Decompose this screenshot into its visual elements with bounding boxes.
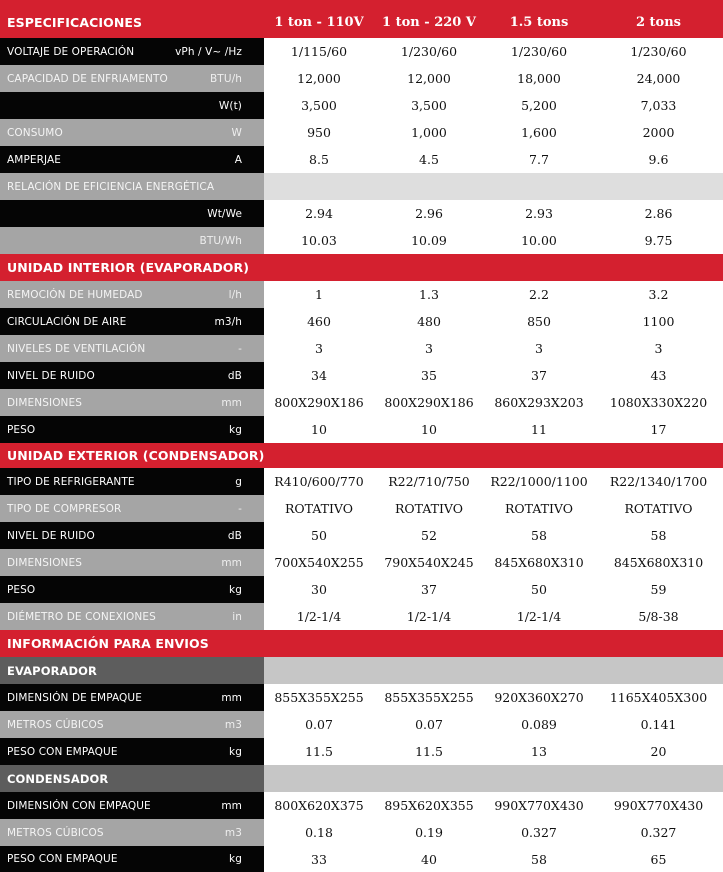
cell-value: 855X355X255 [384,690,474,705]
cell-value: 17 [650,422,667,437]
cell-value: ROTATIVO [285,501,353,516]
cell-value: 58 [531,528,547,543]
cell-value: 37 [421,582,437,597]
cell-value: 1/2-1/4 [516,609,562,624]
table-row [0,92,723,119]
column-header-1ton-220v: 1 ton - 220 V [382,14,476,30]
cell-value: 0.089 [521,717,557,732]
row-unit: - [238,502,242,515]
row-label: PESO [7,423,36,436]
cell-value: 40 [421,851,437,867]
cell-value: 1080X330X220 [609,395,708,410]
row-label: DIÉMETRO DE CONEXIONES [7,610,156,623]
cell-value: 10.09 [411,233,447,248]
cell-value: 1/2-1/4 [406,609,452,624]
cell-value: 3 [535,341,543,356]
subsection-header-evaporador [0,657,723,684]
row-unit: l/h [228,288,242,301]
row-unit: mm [221,799,242,812]
row-unit: g [235,475,242,488]
row-label: PESO CON EMPAQUE [7,853,118,865]
cell-value [594,173,723,200]
cell-value: 2.2 [529,287,549,302]
cell-value: 3,500 [411,98,447,113]
table-row [0,281,723,308]
section-title: UNIDAD INTERIOR (EVAPORADOR) [7,260,250,275]
table-row [0,362,723,389]
cell-value: R22/1000/1100 [490,474,588,489]
row-label: DIMENSIÓN CON EMPAQUE [7,799,151,812]
cell-value: 4.5 [419,152,439,167]
table-row [0,227,723,254]
cell-value [374,173,484,200]
cell-value: 20 [650,744,667,759]
cell-value: 3 [654,341,663,356]
cell-value: 12,000 [297,71,341,86]
cell-value: 18,000 [517,71,561,86]
cell-value: 8.5 [309,152,329,167]
cell-value: 845X680X310 [494,555,584,570]
cell-value: 37 [531,368,547,383]
row-label: NIVEL DE RUIDO [7,369,95,382]
cell-value: 24,000 [636,71,681,86]
row-unit: - [238,342,242,355]
cell-value: 1/230/60 [400,44,458,59]
table-row [0,389,723,416]
table-row [0,200,723,227]
row-unit: W(t) [218,99,242,112]
section-title: UNIDAD EXTERIOR (CONDENSADOR) [7,448,265,463]
cell-value: 895X620X355 [384,798,474,813]
cell-value: ROTATIVO [505,501,573,516]
cell-value: 0.07 [415,717,443,732]
row-unit: Wt/We [207,207,242,220]
row-unit: mm [221,396,242,409]
row-label: PESO [7,583,36,596]
row-label: AMPERJAE [7,153,62,166]
cell-value: 5/8-38 [638,609,679,624]
row-label: RELACIÓN DE EFICIENCIA ENERGÉTICA [7,180,215,193]
cell-value: 845X680X310 [613,555,704,570]
row-label: TIPO DE COMPRESOR [7,502,122,515]
cell-value [264,173,374,200]
row-label: CONSUMO [7,126,63,139]
cell-value: 7.7 [529,152,549,167]
row-unit: W [231,126,242,139]
row-unit: mm [221,556,242,569]
cell-value: 3,500 [301,98,337,113]
row-unit: in [232,610,242,623]
row-unit: kg [229,583,242,596]
cell-value: 58 [650,528,667,543]
cell-value: 30 [311,582,327,597]
cell-value: R22/710/750 [388,474,470,489]
cell-value: 0.19 [415,825,443,840]
cell-value: 11 [531,422,547,437]
cell-value: 1165X405X300 [609,690,708,705]
table-row [0,65,723,92]
row-label: CIRCULACIÓN DE AIRE [7,315,127,328]
table-row [0,846,723,872]
cell-value: 13 [531,744,547,759]
cell-value: 2.86 [644,206,673,221]
table-row [0,468,723,495]
row-label: METROS CÚBICOS [7,826,104,839]
section-header-exterior [0,443,723,468]
column-header-1ton-110v: 1 ton - 110V [274,14,364,30]
cell-value: 0.18 [305,825,333,840]
cell-value: 7,033 [640,98,677,113]
cell-value: 12,000 [407,71,451,86]
cell-value: 920X360X270 [494,690,584,705]
row-label: VOLTAJE DE OPERACIÓN [7,45,135,58]
row-unit: dB [227,369,242,382]
cell-value: 1100 [642,314,675,329]
table-row [0,308,723,335]
cell-value: 3 [425,341,433,356]
cell-value: 34 [311,368,327,383]
row-label: NIVELES DE VENTILACIÓN [7,342,146,355]
cell-value: 50 [311,528,327,543]
cell-value: 800X620X375 [274,798,364,813]
section-header-interior [0,254,723,281]
subsection-header-condensador [0,765,723,792]
cell-value: 0.327 [521,825,557,840]
cell-value: 800X290X186 [274,395,364,410]
cell-value: 10 [421,422,437,437]
cell-value: 1.3 [419,287,439,302]
table-row [0,38,723,65]
cell-value: 50 [531,582,547,597]
table-row [0,173,723,200]
cell-value: 2000 [642,125,675,140]
table-row [0,792,723,819]
row-unit: vPh / V~ /Hz [175,45,242,58]
spec-title: ESPECIFICACIONES [7,14,143,30]
cell-value: 9.75 [644,233,673,248]
cell-value: 1/115/60 [290,44,348,59]
cell-value: R410/600/770 [274,474,364,489]
cell-value: 10.00 [521,233,557,248]
cell-value: R22/1340/1700 [609,474,708,489]
row-label: DIMENSIÓN DE EMPAQUE [7,691,142,704]
cell-value: 2.93 [525,206,553,221]
row-label: PESO CON EMPAQUE [7,745,118,758]
row-unit: m3 [224,718,242,731]
row-label: DIMENSIONES [7,556,83,569]
table-row [0,549,723,576]
cell-value: 2.96 [415,206,443,221]
cell-value: 850 [527,314,551,329]
cell-value: 480 [417,314,441,329]
table-row [0,146,723,173]
row-label: DIMENSIONES [7,396,83,409]
row-unit: dB [227,529,242,542]
table-row [0,684,723,711]
cell-value: 1/2-1/4 [296,609,342,624]
cell-value: 10 [311,422,327,437]
row-unit: A [234,153,242,166]
cell-value: 1/230/60 [630,44,687,59]
table-row [0,603,723,630]
cell-value: 1,000 [411,125,447,140]
cell-value: 1/230/60 [510,44,568,59]
cell-value: 3 [315,341,323,356]
cell-value: 2.94 [305,206,333,221]
cell-value: 11.5 [415,744,443,759]
cell-value: 855X355X255 [274,690,364,705]
cell-value: 65 [650,851,667,867]
cell-value: 59 [650,582,667,597]
cell-value: 800X290X186 [384,395,474,410]
cell-value: 990X770X430 [613,798,704,813]
cell-value: 860X293X203 [494,395,584,410]
row-unit: kg [229,423,242,436]
cell-value: 58 [531,851,547,867]
cell-value: 460 [307,314,331,329]
row-label: CAPACIDAD DE ENFRIAMENTO [7,72,168,85]
cell-value: 10.03 [301,233,337,248]
row-label: TIPO DE REFRIGERANTE [7,475,135,488]
section-title: INFORMACIÓN PARA ENVIOS [7,636,209,651]
cell-value: 950 [307,125,331,140]
row-unit: BTU/h [210,72,242,85]
cell-value: 990X770X430 [494,798,584,813]
cell-value: 3.2 [648,287,669,302]
cell-value: 52 [421,528,437,543]
cell-value: 700X540X255 [274,555,364,570]
cell-value: 43 [650,368,667,383]
column-header-2tons: 2 tons [635,14,682,30]
cell-value: ROTATIVO [395,501,463,516]
section-header-envios [0,630,723,657]
cell-value: 790X540X245 [384,555,474,570]
row-unit: kg [229,853,242,865]
row-unit: m3/h [214,315,242,328]
cell-value [484,173,594,200]
table-row [0,576,723,603]
row-label: METROS CÚBICOS [7,718,104,731]
cell-value: 0.141 [640,717,677,732]
cell-value: 1,600 [521,125,557,140]
table-row [0,711,723,738]
row-unit: BTU/Wh [199,234,242,247]
cell-value: 5,200 [521,98,557,113]
row-unit: m3 [224,826,242,839]
cell-value: 11.5 [305,744,333,759]
cell-value: 9.6 [648,152,669,167]
cell-value: 0.327 [640,825,677,840]
row-unit: kg [229,745,242,758]
table-row [0,416,723,443]
row-label: NIVEL DE RUIDO [7,529,95,542]
row-unit: mm [221,691,242,704]
subsection-title: CONDENSADOR [0,765,264,792]
row-label: REMOCIÓN DE HUMEDAD [7,288,143,301]
table-row [0,495,723,522]
cell-value: 1 [315,287,323,302]
column-header-1-5tons: 1.5 tons [509,14,569,30]
cell-value: 0.07 [305,717,333,732]
table-row [0,738,723,765]
cell-value: ROTATIVO [624,501,693,516]
table-row [0,335,723,362]
table-row [0,522,723,549]
table-row [0,119,723,146]
cell-value: 33 [311,851,327,867]
subsection-title: EVAPORADOR [0,657,264,684]
table-row [0,819,723,846]
cell-value: 35 [421,368,437,383]
